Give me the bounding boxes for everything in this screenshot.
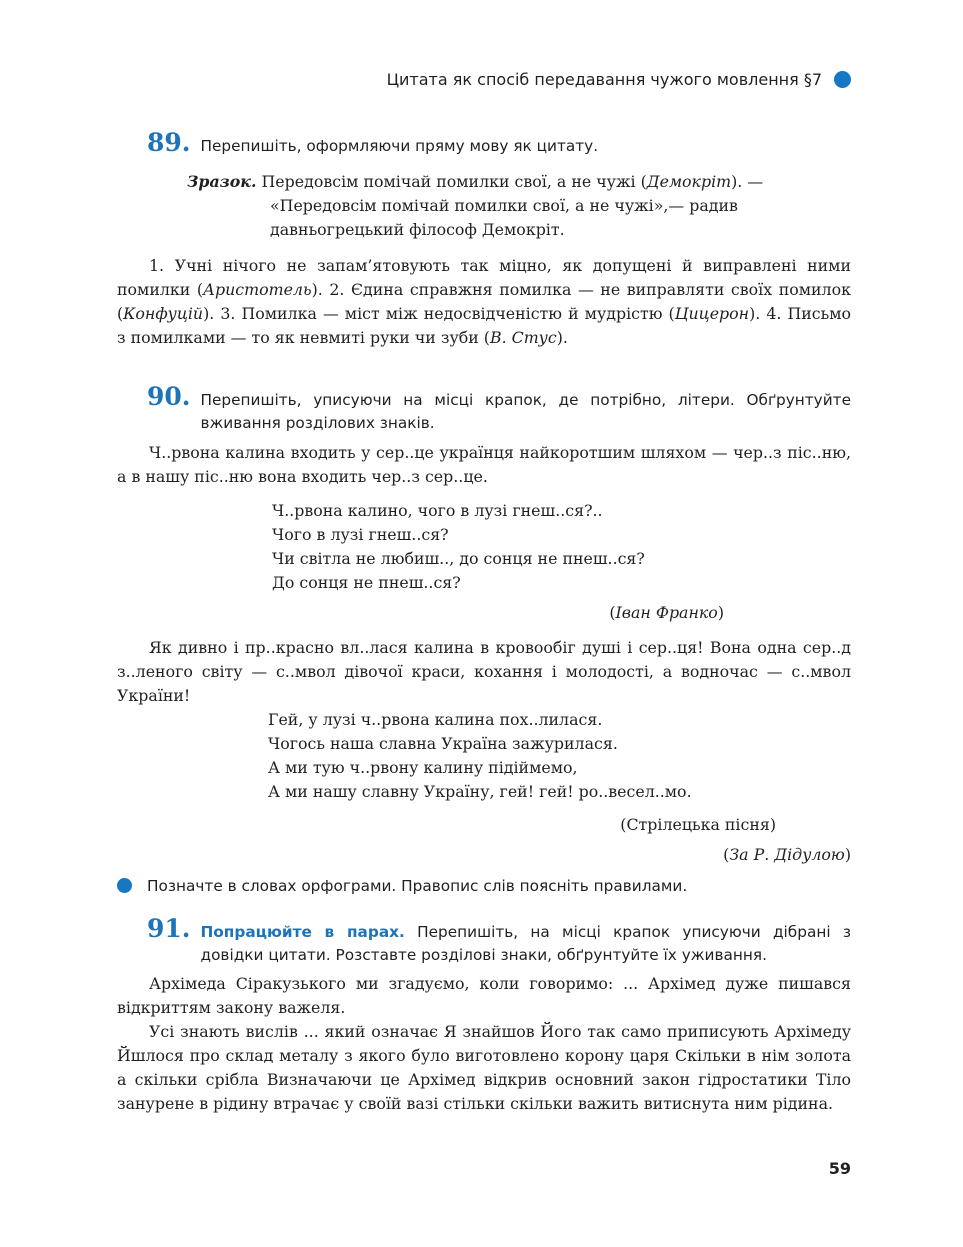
task-91-paragraph-1: Архімеда Сіракузького ми згадуємо, коли говоримо: ... Архімед дуже пишався відкриттям закону важеля.	[117, 974, 851, 1017]
source-author: Р. Дідулою	[753, 845, 845, 864]
task-90-header	[117, 382, 851, 435]
task-90-number: 90.	[147, 382, 191, 411]
poem-franko-attribution: (Іван Франко)	[609, 603, 724, 622]
bullet-dot-icon	[117, 878, 132, 893]
attribution-author: Іван Франко	[615, 603, 718, 622]
task-90-instruction: Перепишіть, уписуючи на місці крапок, де потрібно, літери. Обґрунтуйте вживання розділових знаків.	[200, 391, 851, 432]
task-90-paragraph-2: Як дивно і пр..красно вл..лася калина в кровообіг душі і сер..ця! Вона одна сер..д з..леного світу — с..мвол дівочої краси, кохання і молодості, а водночас — с..мвол України!	[117, 638, 851, 705]
task-89-sample	[187, 170, 851, 242]
sample-label: Зразок.	[187, 172, 257, 191]
task-90	[117, 382, 851, 435]
poem-line: Чогось наша славна Україна зажурилася.	[268, 734, 618, 753]
task-91-number: 91.	[147, 914, 191, 943]
task-89	[117, 128, 851, 350]
poem-line: Чи світла не любиш.., до сонця не пнеш..ся?	[272, 549, 645, 568]
page-number: 59	[828, 1159, 851, 1178]
poem-line: Гей, у лузі ч..рвона калина пох..лилася.	[268, 710, 603, 729]
running-header-title: Цитата як спосіб передавання чужого мовлення §7	[386, 70, 822, 89]
blue-dot-icon	[834, 71, 851, 88]
task-91-instruction: Перепишіть, на місці крапок уписуючи дібрані з довідки цитати. Розставте розділові знаки, обґрунтуйте їх уживання.	[200, 923, 851, 964]
poem-striletska-source: (Стрілецька пісня)	[620, 815, 776, 834]
sample-line-1b: ). —	[731, 172, 764, 191]
poem-striletska	[268, 708, 692, 804]
task-91	[117, 914, 851, 967]
author-name: Цицерон	[674, 304, 750, 323]
bullet-text: Позначте в словах орфограми. Правопис слів поясніть правилами.	[147, 877, 688, 895]
poem-line: Ч..рвона калино, чого в лузі гнеш..ся?..	[272, 501, 603, 520]
poem-line: Чого в лузі гнеш..ся?	[272, 525, 449, 544]
task-90-intro: Ч..рвона калина входить у сер..це українця найкоротшим шляхом — чер..з піс..ню, а в нашу піс..ню вона входить чер..з сер..це.	[117, 443, 851, 486]
task-89-instruction: Перепишіть, оформляючи пряму мову як цитату.	[200, 137, 599, 155]
text-part: ). 4. Письмо з помилками — то як невмиті руки чи зуби (	[117, 304, 851, 347]
poem-line: А ми нашу славну Україну, гей! гей! ро..весел..мо.	[268, 782, 692, 801]
author-name: Конфуцій	[123, 304, 204, 323]
poem-line: До сонця не пнеш..ся?	[272, 573, 461, 592]
text-part: ). 3. Помилка — міст між недосвідченістю й мудрістю (	[203, 304, 675, 323]
author-name: В. Стус	[489, 328, 557, 347]
text-part: ).	[556, 328, 568, 347]
poem-line: А ми тую ч..рвону калину підіймемо,	[268, 758, 578, 777]
sample-line-1a: Передовсім помічай помилки свої, а не чужі (	[261, 172, 647, 191]
text-part: ). 2. Єдина справжня помилка — не виправляти своїх помилок (	[117, 280, 851, 323]
sample-line-3: давньогрецький філософ Демокріт.	[270, 220, 565, 239]
poem-franko	[272, 499, 645, 595]
task-89-header	[117, 128, 851, 158]
pairs-label: Попрацюйте в парах.	[200, 923, 405, 941]
author-name: Аристотель	[203, 280, 312, 299]
task-89-text	[117, 254, 851, 350]
task-89-number: 89.	[147, 128, 191, 157]
running-header	[387, 70, 851, 89]
bullet-task	[117, 875, 851, 898]
text-part: 1. Учні нічого не запам’ятовують так міцно, як допущені й виправлені ними помилки (	[117, 256, 851, 299]
task-91-header	[117, 914, 851, 967]
text-source-attribution: (За Р. Дідулою)	[723, 845, 851, 864]
sample-author: Демокріт	[646, 172, 732, 191]
sample-line-2: «Передовсім помічай помилки свої, а не чужі»,— радив	[270, 196, 738, 215]
task-91-paragraph-2: Усі знають вислів ... який означає Я знайшов Його так само приписують Архімеду Йшлося про склад металу з якого було виготовлено корону царя Скільки в нім золота а скільки срібла Визначаючи це Архімед відкрив основний закон гідростатики Тіло занурене в рідину втрачає у своїй вазі стільки скільки важить витиснута ним рідина.	[117, 1022, 851, 1113]
source-prefix: За	[729, 845, 749, 864]
task-91-instruction-block	[201, 921, 852, 967]
